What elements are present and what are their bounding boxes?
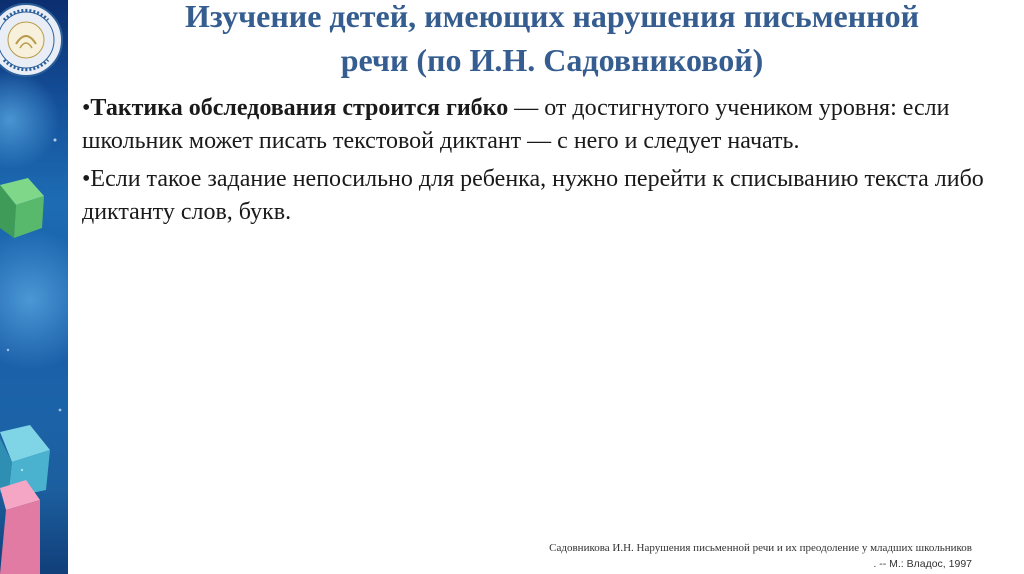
bullet-marker: • (82, 166, 91, 192)
slide-content (82, 92, 992, 234)
bullet-marker: • (82, 95, 91, 121)
decorative-side-band (0, 0, 68, 574)
reference-line-2: . -- М.: Владос, 1997 (873, 558, 972, 570)
slide-title-line-2: речи (по И.Н. Садовниковой) (340, 42, 764, 78)
bullet-bold-text: Тактика обследования строится гибко (90, 95, 509, 121)
slide-title (80, 0, 1024, 82)
bullet-item-1 (82, 92, 992, 158)
bullet-text: — от достигнутого учеником уровня: если школьник может писать текстовой диктант — с него и следует начать. (82, 95, 950, 154)
reference-footnote (549, 540, 972, 572)
bullet-item-2 (82, 163, 992, 229)
university-seal-icon (0, 0, 66, 80)
reference-line-1: Садовникова И.Н. Нарушения письменной речи и их преодоление у младших школьников (549, 542, 972, 554)
decorative-cubes-graphic (0, 0, 68, 574)
slide-title-line-1: Изучение детей, имеющих нарушения письменной (184, 0, 920, 34)
bullet-text: Если такое задание непосильно для ребенка, нужно перейти к списыванию текста либо диктанту слов, букв. (82, 166, 984, 225)
